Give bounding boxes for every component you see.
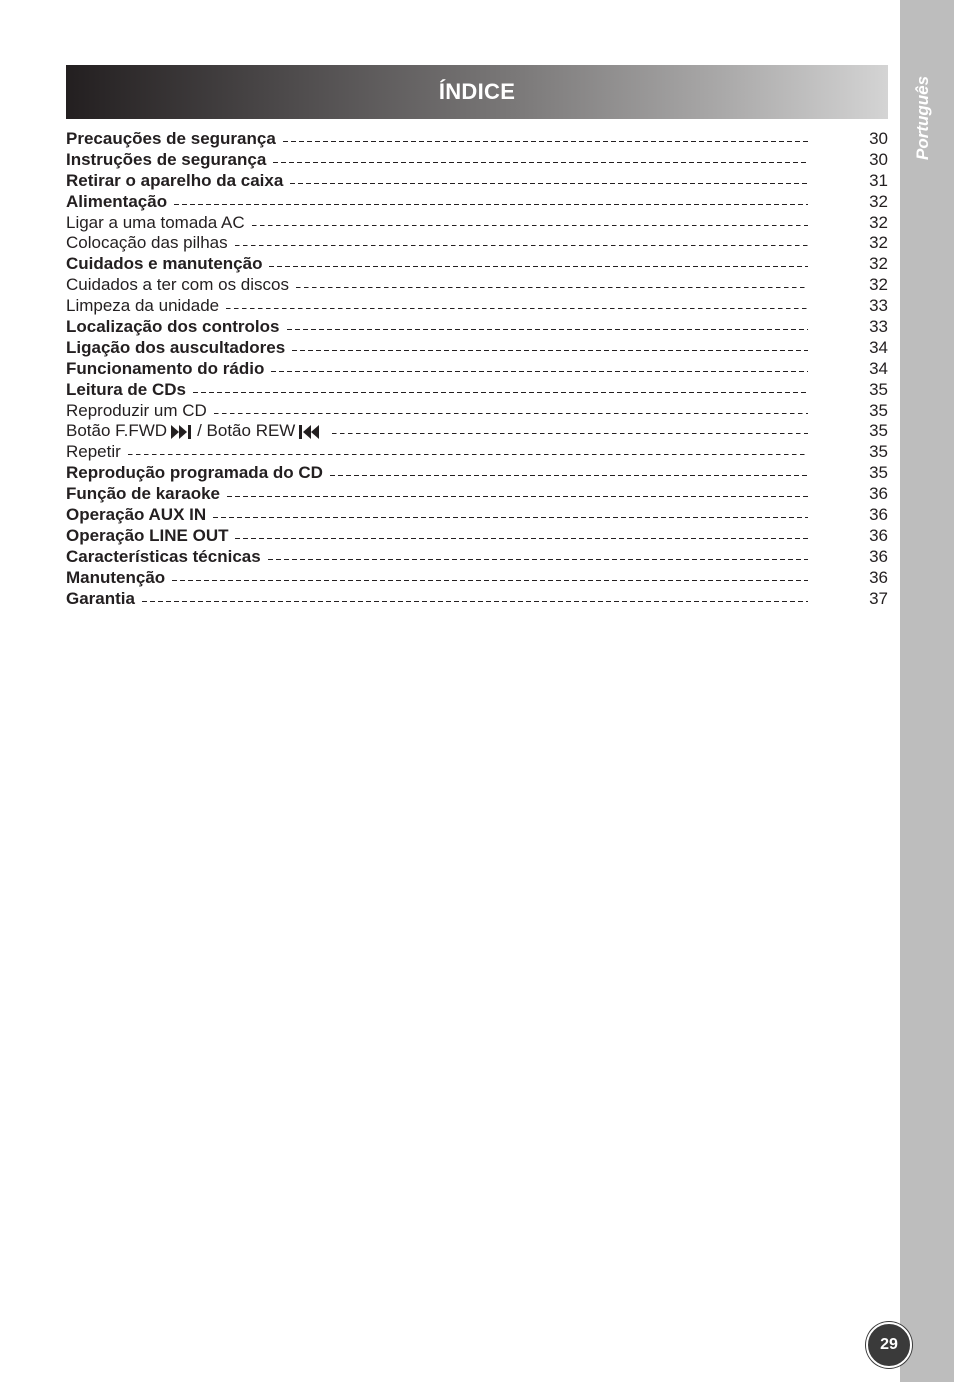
toc-entry[interactable] bbox=[66, 547, 888, 568]
rew-label: / Botão REW bbox=[197, 421, 296, 441]
toc-entry-page: 36 bbox=[869, 505, 888, 525]
toc-entry[interactable] bbox=[66, 317, 888, 338]
toc-entry-page: 32 bbox=[869, 233, 888, 253]
dot-leader bbox=[292, 350, 808, 351]
toc-entry[interactable] bbox=[66, 254, 888, 275]
toc-entry-page: 33 bbox=[869, 317, 888, 337]
toc-entry-label: Ligação dos auscultadores bbox=[66, 337, 286, 357]
toc-entry-page: 34 bbox=[869, 358, 888, 378]
toc-entry-page: 32 bbox=[869, 275, 888, 295]
dot-leader bbox=[332, 433, 808, 434]
toc-entry[interactable] bbox=[66, 505, 888, 526]
toc-entry[interactable] bbox=[66, 589, 888, 610]
toc-entry-page: 36 bbox=[869, 484, 888, 504]
dot-leader bbox=[283, 141, 808, 142]
dot-leader bbox=[290, 183, 808, 184]
dot-leader bbox=[273, 162, 808, 163]
toc-entry-label: Reprodução programada do CD bbox=[66, 463, 323, 483]
dot-leader bbox=[172, 580, 808, 581]
dot-leader bbox=[227, 496, 808, 497]
toc-entry-page: 36 bbox=[869, 567, 888, 587]
toc-entry-page: 34 bbox=[869, 337, 888, 357]
toc-entry[interactable] bbox=[66, 171, 888, 192]
skip-back-icon bbox=[299, 425, 321, 439]
dot-leader bbox=[235, 245, 808, 246]
dot-leader bbox=[128, 454, 808, 455]
toc-entry-label: Ligar a uma tomada AC bbox=[66, 212, 245, 232]
table-of-contents bbox=[66, 129, 888, 609]
toc-entry[interactable] bbox=[66, 359, 888, 380]
toc-entry-page: 35 bbox=[869, 421, 888, 441]
dot-leader bbox=[174, 204, 808, 205]
toc-entry[interactable] bbox=[66, 275, 888, 296]
dot-leader bbox=[193, 392, 808, 393]
toc-entry-page: 36 bbox=[869, 525, 888, 545]
toc-entry-page: 32 bbox=[869, 254, 888, 274]
toc-entry-label: Limpeza da unidade bbox=[66, 296, 220, 316]
toc-entry-label: Localização dos controlos bbox=[66, 317, 280, 337]
toc-entry-page: 35 bbox=[869, 442, 888, 462]
dot-leader bbox=[330, 475, 808, 476]
toc-entry[interactable] bbox=[66, 568, 888, 589]
dot-leader bbox=[213, 517, 808, 518]
dot-leader bbox=[252, 225, 808, 226]
page-number-badge: 29 bbox=[866, 1322, 912, 1368]
toc-entry-page: 32 bbox=[869, 212, 888, 232]
toc-entry[interactable] bbox=[66, 213, 888, 234]
toc-entry[interactable] bbox=[66, 484, 888, 505]
dot-leader bbox=[142, 601, 808, 602]
toc-entry-label: Cuidados a ter com os discos bbox=[66, 275, 289, 295]
toc-entry[interactable] bbox=[66, 442, 888, 463]
dot-leader bbox=[214, 413, 808, 414]
ffwd-label: Botão F.FWD bbox=[66, 421, 168, 441]
toc-entry-label: Função de karaoke bbox=[66, 484, 221, 504]
page-title: ÍNDICE bbox=[438, 79, 516, 104]
toc-entry-label: Operação LINE OUT bbox=[66, 525, 229, 545]
toc-entry-page: 36 bbox=[869, 546, 888, 566]
dot-leader bbox=[269, 266, 808, 267]
toc-entry[interactable] bbox=[66, 192, 888, 213]
toc-entry-label: Instruções de segurança bbox=[66, 149, 267, 169]
skip-forward-icon bbox=[171, 425, 193, 439]
toc-entry[interactable] bbox=[66, 129, 888, 150]
toc-entry-label: Leitura de CDs bbox=[66, 379, 186, 399]
toc-entry-page: 30 bbox=[869, 149, 888, 169]
toc-entry[interactable] bbox=[66, 233, 888, 254]
toc-entry-page: 37 bbox=[869, 588, 888, 608]
toc-entry-label: Funcionamento do rádio bbox=[66, 358, 265, 378]
toc-entry-page: 32 bbox=[869, 191, 888, 211]
toc-entry[interactable] bbox=[66, 463, 888, 484]
toc-entry-label: Colocação das pilhas bbox=[66, 233, 228, 253]
toc-entry-label: Precauções de segurança bbox=[66, 129, 276, 148]
language-label: Português bbox=[913, 75, 932, 160]
header-bar bbox=[66, 65, 888, 119]
toc-entry-label: Cuidados e manutenção bbox=[66, 254, 263, 274]
dot-leader bbox=[287, 329, 809, 330]
toc-entry-label: Manutenção bbox=[66, 567, 166, 587]
toc-entry-label: Garantia bbox=[66, 588, 135, 608]
dot-leader bbox=[296, 287, 808, 288]
toc-entry[interactable] bbox=[66, 380, 888, 401]
toc-entry[interactable] bbox=[66, 150, 888, 171]
toc-entry[interactable] bbox=[66, 401, 888, 422]
toc-entry-label: Alimentação bbox=[66, 191, 168, 211]
dot-leader bbox=[268, 559, 808, 560]
toc-entry[interactable] bbox=[66, 526, 888, 547]
toc-entry-page: 30 bbox=[869, 129, 888, 148]
toc-entry[interactable] bbox=[66, 296, 888, 317]
toc-entry[interactable] bbox=[66, 421, 888, 442]
toc-entry-page: 35 bbox=[869, 400, 888, 420]
toc-entry-label: Repetir bbox=[66, 442, 121, 462]
toc-entry-label: Reproduzir um CD bbox=[66, 400, 207, 420]
toc-entry-page: 31 bbox=[869, 170, 888, 190]
toc-entry-page: 35 bbox=[869, 379, 888, 399]
toc-entry-label bbox=[66, 421, 325, 442]
dot-leader bbox=[226, 308, 808, 309]
toc-entry-page: 35 bbox=[869, 463, 888, 483]
toc-entry[interactable] bbox=[66, 338, 888, 359]
language-side-band bbox=[900, 0, 954, 1382]
toc-entry-label: Características técnicas bbox=[66, 546, 261, 566]
toc-entry-label: Operação AUX IN bbox=[66, 505, 207, 525]
toc-entry-page: 33 bbox=[869, 296, 888, 316]
dot-leader bbox=[235, 538, 808, 539]
toc-entry-label: Retirar o aparelho da caixa bbox=[66, 170, 284, 190]
dot-leader bbox=[271, 371, 808, 372]
